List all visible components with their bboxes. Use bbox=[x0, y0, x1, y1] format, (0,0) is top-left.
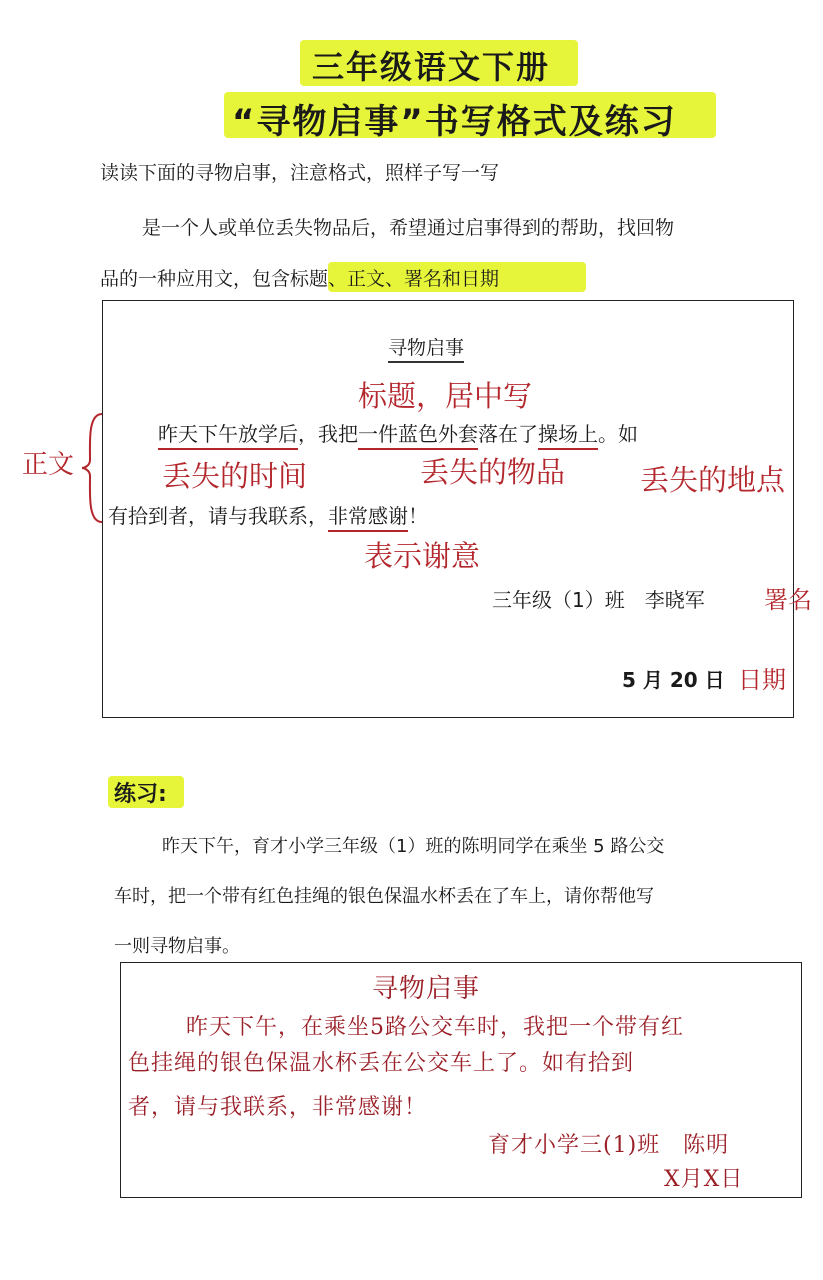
answer-line-3: 者，请与我联系，非常感谢！ bbox=[128, 1095, 428, 1120]
body-text-1: ，我把 bbox=[298, 422, 358, 446]
body-bracket-icon bbox=[80, 412, 104, 524]
answer-line-1: 昨天下午，在乘坐5路公交车时，我把一个带有红 bbox=[186, 1015, 684, 1040]
instruction-text: 读读下面的寻物启事，注意格式，照样子写一写 bbox=[100, 162, 500, 184]
example-body-line-2 bbox=[108, 500, 428, 529]
note-title-centered: 标题，居中写 bbox=[358, 379, 533, 413]
definition-line-2-prefix: 品的一种应用文，包含 bbox=[100, 268, 291, 290]
body-text-3: 。如 bbox=[598, 422, 638, 446]
note-date: 日期 bbox=[738, 666, 786, 694]
note-lost-time: 丢失的时间 bbox=[162, 459, 308, 493]
practice-label: 练习: bbox=[114, 782, 167, 807]
answer-date: X月X日 bbox=[664, 1167, 744, 1192]
body-thanks-phrase: 非常感谢 bbox=[328, 504, 408, 532]
example-date: 5 月 20 日 bbox=[622, 668, 725, 692]
body-place-phrase: 操场上 bbox=[538, 422, 598, 450]
practice-task-line-1: 昨天下午，育才小学三年级（1）班的陈明同学在乘坐 5 路公交 bbox=[162, 836, 665, 857]
definition-line-2-highlight: 标题、正文、署名和日期 bbox=[290, 268, 500, 290]
practice-task-line-2: 车时，把一个带有红色挂绳的银色保温水杯丢在了车上，请你帮他写 bbox=[114, 886, 654, 907]
example-signature: 三年级（1）班 李晓军 bbox=[492, 588, 705, 612]
page-subtitle: “寻物启事”书写格式及练习 bbox=[232, 102, 677, 142]
answer-title: 寻物启事 bbox=[372, 974, 481, 1004]
answer-signature: 育才小学三(1)班 陈明 bbox=[488, 1133, 730, 1158]
definition-line-1: 是一个人或单位丢失物品后，希望通过启事得到的帮助，找回物 bbox=[142, 217, 675, 239]
page-title: 三年级语文下册 bbox=[312, 48, 551, 86]
example-title-text: 寻物启事 bbox=[388, 337, 464, 363]
body-text-5: ！ bbox=[408, 504, 428, 528]
side-label-body: 正文 bbox=[22, 450, 75, 480]
body-text-2: 落在了 bbox=[478, 422, 538, 446]
definition-line-2 bbox=[100, 264, 499, 291]
note-lost-item: 丢失的物品 bbox=[420, 455, 566, 489]
note-lost-place: 丢失的地点 bbox=[640, 463, 786, 497]
note-signature: 署名 bbox=[764, 586, 812, 614]
body-text-4: 有拾到者，请与我联系， bbox=[108, 504, 328, 528]
body-time-phrase: 昨天下午放学后 bbox=[158, 422, 298, 450]
example-title bbox=[388, 333, 464, 360]
note-thanks: 表示谢意 bbox=[364, 539, 481, 573]
body-item-phrase: 一件蓝色外套 bbox=[358, 422, 478, 450]
example-body-line-1 bbox=[158, 418, 638, 447]
practice-task-line-3: 一则寻物启事。 bbox=[114, 936, 240, 957]
answer-line-2: 色挂绳的银色保温水杯丢在公交车上了。如有拾到 bbox=[128, 1051, 635, 1076]
